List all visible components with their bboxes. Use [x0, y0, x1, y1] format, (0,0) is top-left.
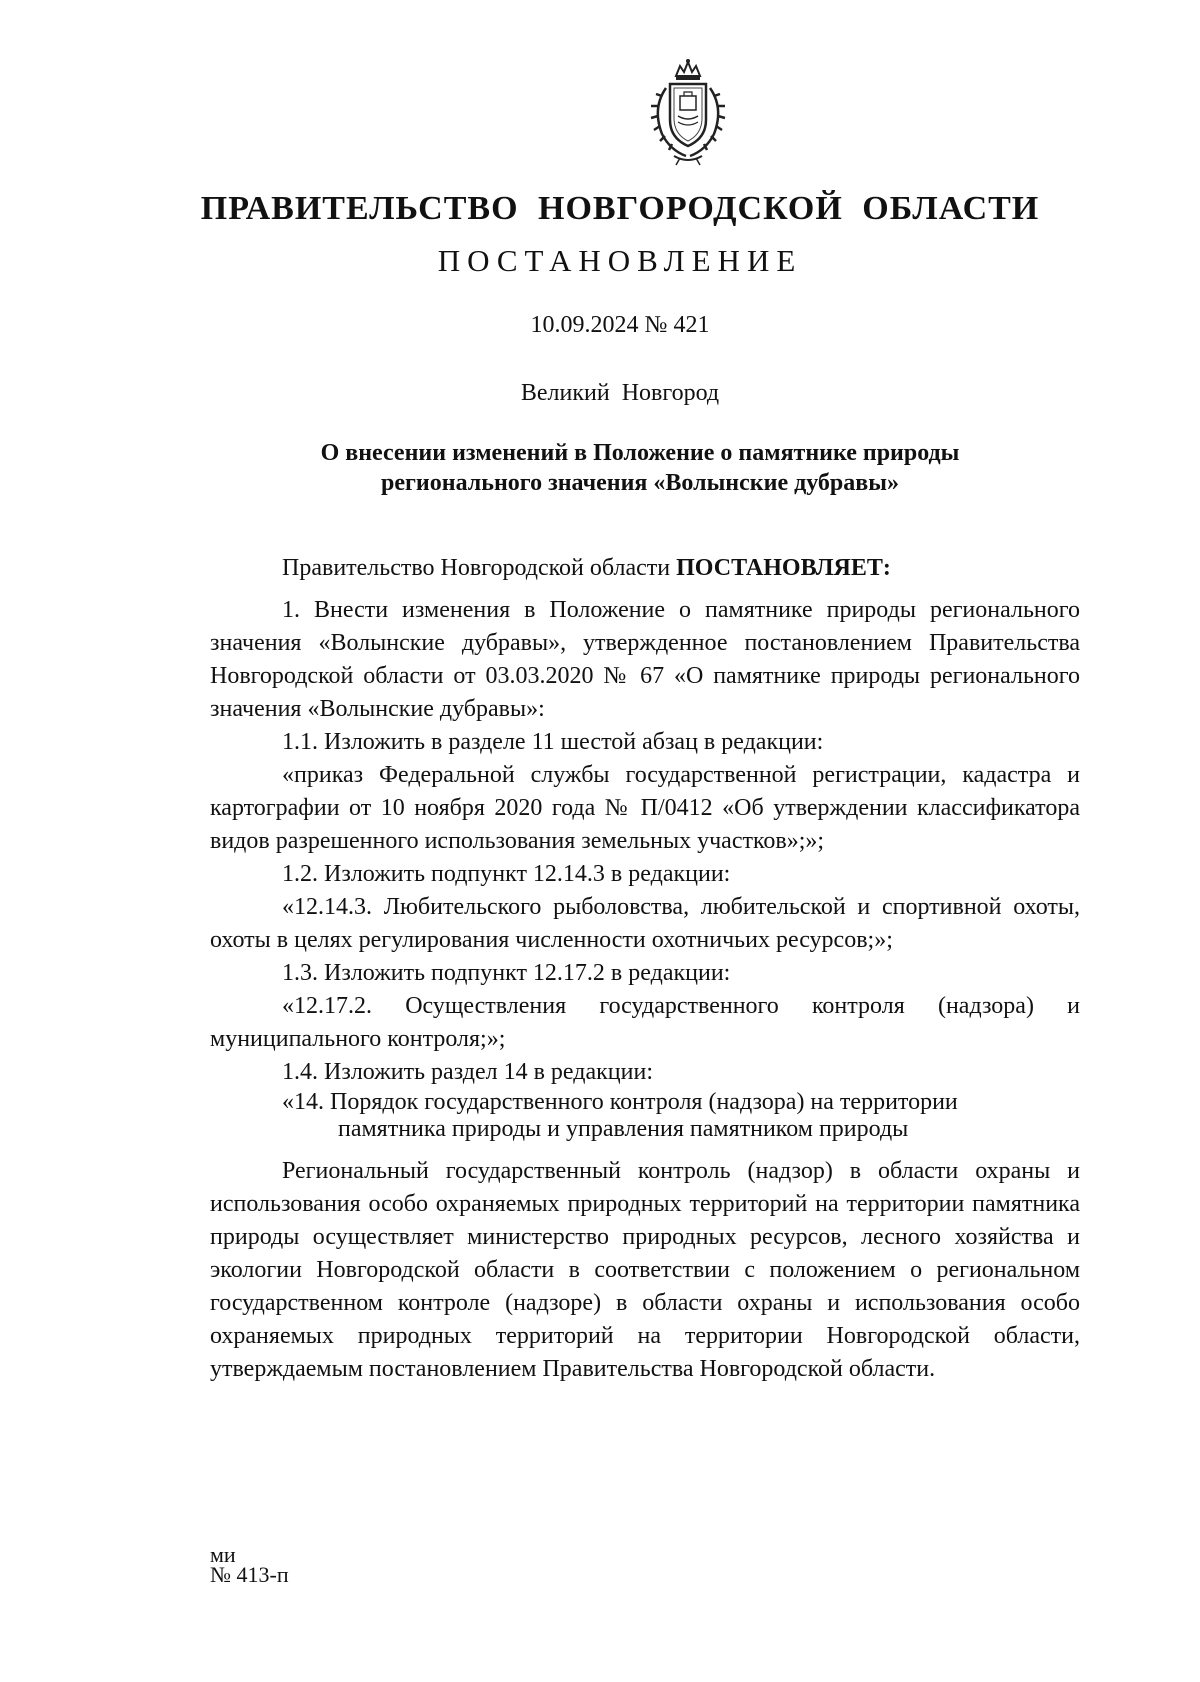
- paragraph-1-1-text: «приказ Федеральной службы государственной регистрации, кадастра и картографии от 10 ноября 2020 года № П/0412 «Об утверждении классификатора видов разрешенного использования земельных участков»;»;: [210, 762, 1080, 854]
- paragraph-1-2: 1.2. Изложить подпункт 12.14.3 в редакции:: [282, 861, 731, 887]
- document-subject: [200, 438, 1080, 498]
- paragraph-1: 1. Внести изменения в Положение о памятнике природы регионального значения «Волынские дубравы», утвержденное постановлением Правительства Новгородской области от 03.03.2020 № 67 «О памятнике природы регионального значения «Волынские дубравы»:: [210, 597, 1080, 722]
- intro-paragraph: [210, 552, 1080, 585]
- subject-line-2: регионального значения «Волынские дубравы»: [381, 470, 899, 496]
- document-city: Великий Новгород: [520, 380, 720, 406]
- document-date-number: 10.09.2024 № 421: [530, 312, 710, 338]
- document-footer-mark: [210, 1542, 289, 1587]
- document-type: ПОСТАНОВЛЕНИЕ: [437, 243, 803, 278]
- section-heading-line-2: памятника природы и управления памятником природы: [338, 1116, 909, 1142]
- coat-of-arms-icon: [640, 58, 736, 166]
- footer-doc-code: № 413-п: [210, 1562, 289, 1587]
- section-14-heading: [210, 1089, 1080, 1143]
- paragraph-1-1: 1.1. Изложить в разделе 11 шестой абзац в редакции:: [282, 729, 824, 755]
- section-heading-line-1: «14. Порядок государственного контроля (надзора) на территории: [282, 1089, 958, 1115]
- paragraph-1-4: 1.4. Изложить раздел 14 в редакции:: [282, 1059, 653, 1085]
- paragraph-1-2-text: «12.14.3. Любительского рыболовства, любительской и спортивной охоты, охоты в целях регулирования численности охотничьих ресурсов;»;: [210, 894, 1080, 953]
- paragraph-1-3: 1.3. Изложить подпункт 12.17.2 в редакции:: [282, 960, 731, 986]
- section-14-text: Региональный государственный контроль (надзор) в области охраны и использования особо охраняемых природных территорий на территории памятника природы осуществляет министерство природных ресурсов, лесного хозяйства и экологии Новгородской области в соответствии с положением о региональном государственном контроле (надзоре) в области охраны и использования особо охраняемых природных территорий на территории Новгородской области, утверждаемым постановлением Правительства Новгородской области.: [210, 1158, 1080, 1382]
- footer-initials: ми: [210, 1542, 236, 1567]
- subject-line-1: О внесении изменений в Положение о памятнике природы: [320, 440, 960, 466]
- paragraph-1-3-text: «12.17.2. Осуществления государственного контроля (надзора) и муниципального контроля;»;: [210, 993, 1080, 1052]
- intro-decree-word: ПОСТАНОВЛЯЕТ:: [676, 555, 891, 581]
- document-body: [210, 552, 1080, 1386]
- intro-text: Правительство Новгородской области: [282, 555, 677, 581]
- government-title: ПРАВИТЕЛЬСТВО НОВГОРОДСКОЙ ОБЛАСТИ: [200, 190, 1040, 227]
